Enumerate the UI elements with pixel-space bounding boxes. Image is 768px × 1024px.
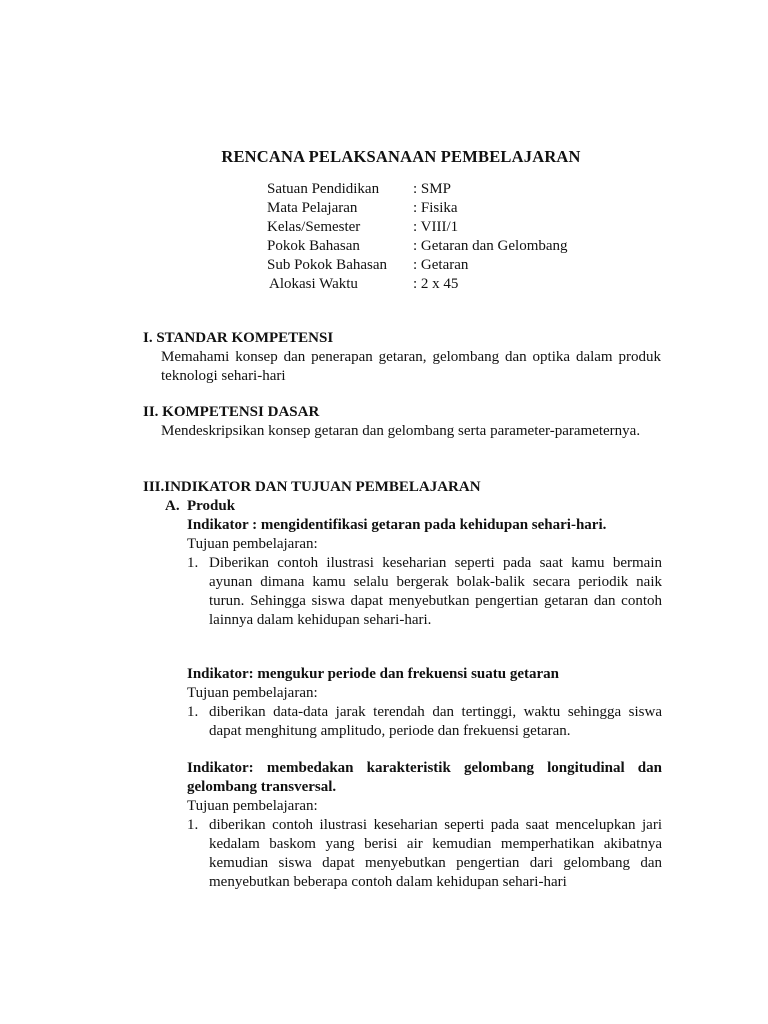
identity-key: Kelas/Semester — [267, 219, 361, 235]
identity-key: Alokasi Waktu — [269, 276, 358, 292]
identity-value: : Getaran — [413, 257, 469, 273]
identity-key: Pokok Bahasan — [267, 238, 360, 254]
section-heading-standar-kompetensi: I. STANDAR KOMPETENSI — [143, 330, 334, 346]
list-item — [187, 703, 662, 741]
list-item — [187, 554, 662, 630]
identity-key: Satuan Pendidikan — [267, 181, 380, 197]
list-item — [187, 816, 662, 892]
identity-row — [267, 275, 568, 294]
list-number: 1. — [187, 555, 199, 571]
standar-kompetensi-text: Memahami konsep dan penerapan getaran, gelombang dan optika dalam produk teknologi sehari-hari — [161, 349, 661, 384]
list-number: 1. — [187, 817, 199, 833]
subsection-heading — [165, 497, 662, 516]
indicator-block — [187, 665, 662, 741]
identity-row — [267, 256, 568, 275]
identity-value: : 2 x 45 — [413, 276, 459, 292]
identity-value: : Getaran dan Gelombang — [413, 238, 568, 254]
list-text: diberikan data-data jarak terendah dan tertinggi, waktu sehingga siswa dapat menghitung amplitudo, periode dan frekuensi getaran. — [209, 704, 662, 739]
tujuan-label: Tujuan pembelajaran: — [187, 685, 318, 701]
identity-row — [267, 218, 568, 237]
subsection-label: Produk — [187, 498, 236, 514]
identity-value: : SMP — [413, 181, 451, 197]
identity-value: : VIII/1 — [413, 219, 459, 235]
section-heading-indikator-tujuan: III.INDIKATOR DAN TUJUAN PEMBELAJARAN — [143, 479, 481, 495]
section-heading-kompetensi-dasar: II. KOMPETENSI DASAR — [143, 404, 320, 420]
indicator-title: Indikator: membedakan karakteristik gelombang longitudinal dan gelombang transversal. — [187, 760, 662, 795]
tujuan-label: Tujuan pembelajaran: — [187, 798, 318, 814]
identity-value: : Fisika — [413, 200, 458, 216]
identity-row — [267, 180, 568, 199]
subsection-produk — [165, 497, 662, 516]
indicator-title: Indikator : mengidentifikasi getaran pada kehidupan sehari-hari. — [187, 517, 607, 533]
subsection-letter: A. — [165, 498, 180, 514]
identity-row — [267, 199, 568, 218]
indicator-block — [187, 516, 662, 630]
identity-key: Sub Pokok Bahasan — [267, 257, 387, 273]
indicator-block — [187, 759, 662, 892]
document-title: RENCANA PELAKSANAAN PEMBELAJARAN — [221, 147, 581, 166]
kompetensi-dasar-text: Mendeskripsikan konsep getaran dan gelombang serta parameter-parameternya. — [161, 423, 641, 439]
tujuan-label: Tujuan pembelajaran: — [187, 536, 318, 552]
indicator-title: Indikator: mengukur periode dan frekuensi suatu getaran — [187, 666, 559, 682]
list-text: diberikan contoh ilustrasi keseharian seperti pada saat mencelupkan jari kedalam baskom yang berisi air kemudian memperhatikan akibatnya kemudian siswa dapat menyebutkan pengertian dari gelombang dan menyebutkan beberapa contoh dalam kehidupan sehari-hari — [209, 817, 662, 890]
identity-row — [267, 237, 568, 256]
identity-table — [267, 180, 568, 294]
identity-key: Mata Pelajaran — [267, 200, 358, 216]
list-number: 1. — [187, 704, 199, 720]
list-text: Diberikan contoh ilustrasi keseharian seperti pada saat kamu bermain ayunan dimana kamu selalu bergerak bolak-balik secara periodik naik turun. Sehingga siswa dapat menyebutkan pengertian getaran dan contoh lainnya dalam kehidupan sehari-hari. — [209, 555, 662, 628]
